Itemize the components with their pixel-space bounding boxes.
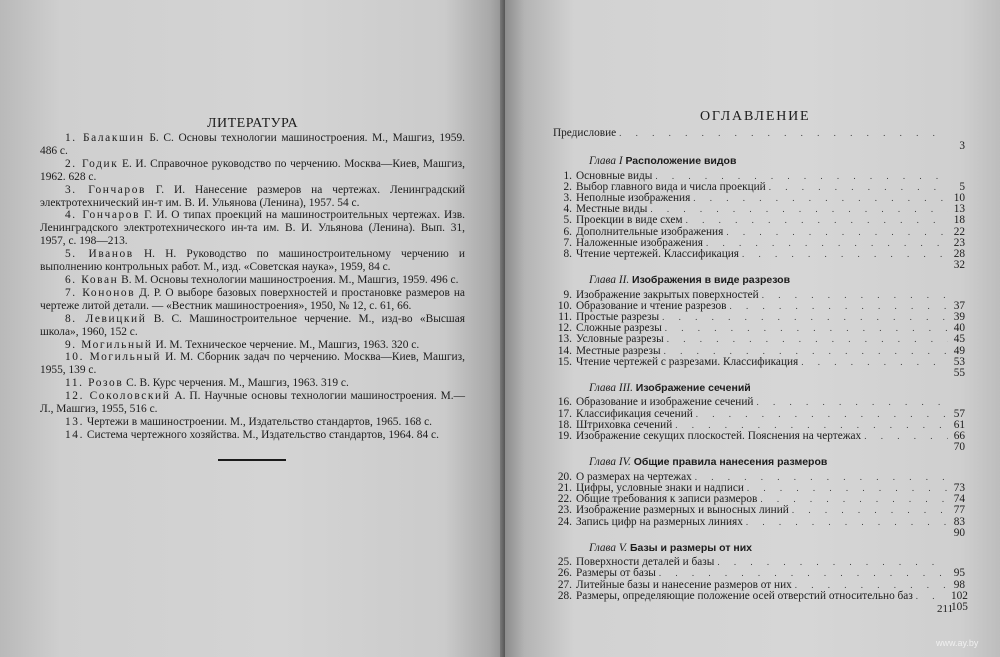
reference-text: Е. И. Справочное руководство по черчению. Москва—Киев, Машгиз, 1962. 628 с. [40,157,465,183]
toc-entry-number: 27. [557,578,572,591]
toc-entry-number: 9. [563,288,572,301]
chapter-heading [553,275,965,286]
dot-leader [801,357,948,368]
reference-author: 3. Гончаров [65,183,146,196]
dot-leader [696,409,948,420]
reference-author: 9. Могильный [65,338,153,351]
toc-entry-title: Дополнительные изображения [576,225,724,238]
reference-item [40,416,465,429]
toc-entry-title: Предисловие [553,127,617,139]
dot-leader [916,591,948,602]
reference-text: Система чертежного хозяйства. М., Издательство стандартов, 1964. 84 с. [84,428,439,441]
toc-entry-title: О размерах на чертежах [576,470,692,483]
toc-entry-number: 5. [563,214,572,227]
dot-leader [746,517,948,528]
toc-entry-number: 11. [558,311,572,324]
toc-page-number: 49 [953,344,965,357]
reference-item [40,184,465,210]
reference-author: 12. Соколовский [65,390,171,403]
reference-author: 5. Иванов [65,248,134,261]
reference-item [40,429,465,442]
toc-entry-number: 22. [557,493,572,506]
reference-author: 14. [65,428,85,441]
toc-page-number: 95 [953,567,965,580]
toc-entry-title: Поверхности деталей и базы [576,556,715,569]
dot-leader [769,182,948,193]
toc-entry-number: 26. [557,567,572,580]
dot-leader [686,215,948,226]
toc-page-number: 55 [953,367,965,380]
toc-entry-title: Классификация сечений [576,407,693,420]
toc-entry-title: Чтение чертежей с разрезами. Классификация [576,355,799,368]
toc-entry-number: 19. [557,430,572,443]
toc-entry-title: Образование и изображение сечений [576,396,754,409]
toc-entry-title: Общие требования к записи размеров [576,493,758,506]
toc-page-number: 73 [953,481,965,494]
end-rule [218,459,286,461]
toc-page-number: 28 [953,248,965,261]
chapter-title: Изображение сечений [635,382,751,395]
dot-leader [619,128,948,139]
reference-item [40,313,465,339]
references-list [40,132,465,442]
toc-entry-number: 28. [557,589,572,602]
toc-entry-title: Проекции в виде схем [576,214,683,227]
toc-entry-number: 1. [563,169,572,182]
reference-text: И. М. Сборник задач по черчению. Москва—Киев, Машгиз, 1955, 139 с. [40,351,465,377]
toc-page-number: 53 [953,355,965,368]
toc-entry-number: 13. [557,333,572,346]
literature-title: ЛИТЕРАТУРА [207,116,299,131]
reference-item [40,158,465,184]
toc-page-number: 105 [951,600,968,613]
toc-entry-title: Размеры от базы [576,567,656,580]
toc-page-number: 10 [953,192,965,205]
toc-page-number: 13 [953,203,965,216]
toc-page-number: 23 [953,236,965,249]
reference-text: С. В. Курс черчения. М., Машгиз, 1963. 319 с. [123,377,349,390]
toc-entry-title: Основные виды [576,169,653,182]
reference-text: В. М. Основы технологии машиностроения. М., Машгиз, 1959. 496 с. [118,273,459,286]
toc-entry-title: Чтение чертежей. Классификация [576,248,739,261]
table-of-contents [553,127,968,613]
toc-entry-number: 2. [563,180,572,193]
toc-page-number: 74 [953,493,965,506]
reference-author: 4. Гончаров [65,209,141,222]
toc-entry [553,334,965,345]
toc-entry-title: Простые разрезы [576,311,660,324]
chapter-title: Общие правила нанесения размеров [633,456,828,469]
toc-entry-number: 3. [563,192,572,205]
toc-entry-number: 18. [557,418,572,431]
toc-page-number: 39 [953,311,965,324]
reference-author: 10. Могильный [65,351,162,364]
chapter-label: Глава V. [589,541,628,554]
toc-entry-number: 16. [557,396,572,409]
toc-entry-number: 12. [557,322,572,335]
chapter-label: Глава I [589,155,623,168]
chapter-heading [553,156,965,167]
toc-entry-title: Изображение секущих плоскостей. Пояснения на чертежах [576,430,862,443]
watermark-text: www.ay.by [936,638,979,648]
reference-item [40,390,465,416]
toc-entry [553,357,965,368]
dot-leader [706,238,948,249]
toc-entry [553,249,965,260]
toc-page-number: 61 [953,418,965,431]
reference-item [40,274,465,287]
dot-leader [792,505,948,516]
dot-leader [665,323,948,334]
toc-entry-number: 4. [563,203,572,216]
dot-leader [729,301,948,312]
page-number: 211 [937,603,954,615]
reference-item [40,209,465,248]
toc-entry-number: 7. [563,236,572,249]
toc-entry [553,589,968,602]
toc-entry-title: Цифры, условные знаки и надписи [576,481,744,494]
dot-leader [756,397,948,408]
dot-leader [662,312,948,323]
toc-entry-number: 21. [557,481,572,494]
toc-page-number: 40 [953,322,965,335]
reference-author: 13. [65,415,85,428]
dot-leader [717,557,948,568]
contents-title: ОГЛАВЛЕНИЕ [700,109,811,124]
chapter-heading [553,457,965,468]
toc-entry-number: 15. [557,355,572,368]
reference-author: 1. Балакшин [65,132,145,144]
toc-entry-number: 23. [557,504,572,517]
dot-leader [762,290,948,301]
toc-entry-title: Запись цифр на размерных линиях [576,515,743,528]
toc-entry-title: Сложные разрезы [576,322,662,335]
chapter-heading [553,543,965,554]
reference-author: 7. Кононов [65,286,136,299]
dot-leader [659,568,948,579]
toc-entry [553,397,965,408]
toc-page-number: 57 [953,407,965,420]
toc-entry-title: Неполные изображения [576,192,691,205]
reference-item [40,287,465,313]
chapter-title: Базы и размеры от них [629,541,753,554]
toc-page-number: 77 [953,504,965,517]
toc-page-number: 83 [953,515,965,528]
reference-text: Чертежи в машиностроении. М., Издательство стандартов, 1965. 168 с. [84,415,433,428]
toc-page-number: 90 [953,526,965,539]
toc-page-number: 37 [953,299,965,312]
toc-page-number: 5 [959,180,965,193]
reference-text: Г. И. Нанесение размеров на чертежах. Ленинградский электротехнический ин-т им. В. И. Ульянова (Ленина), 1957. 54 с. [40,183,465,209]
chapter-title: Расположение видов [625,155,737,168]
toc-entry-title: Местные виды [576,203,648,216]
reference-text: Н. Н. Руководство по машиностроительному черчению и выполнению контрольных работ. М., изд. «Советская наука», 1959, 84 с. [40,248,465,274]
toc-entry-title: Штриховка сечений [576,418,673,431]
reference-text: Д. Р. О выборе базовых поверхностей и простановке размеров на чертеже литой детали. — «Вестник машиностроения», 1950, № 12, с. 61, 66. [40,286,465,312]
toc-entry-title: Образование и чтение разрезов [576,299,727,312]
toc-page-number: 70 [953,441,965,454]
toc-entry-title: Литейные базы и нанесение размеров от них [576,578,792,591]
toc-page-number: 66 [953,430,965,443]
reference-author: 8. Левицкий [65,312,147,325]
reference-text: А. П. Научные основы технологии машиностроения. М.—Л., Машгиз, 1955, 516 с. [40,390,465,416]
reference-author: 2. Годик [65,157,119,170]
reference-item [40,339,465,352]
toc-entry-title: Выбор главного вида и числа проекций [576,180,766,193]
toc-page-number: 98 [953,578,965,591]
toc-entry [553,568,965,579]
toc-entry [553,517,965,528]
toc-entry [553,431,965,442]
toc-entry [553,215,965,226]
reference-item [40,351,465,377]
dot-leader [864,431,948,442]
toc-entry-number: 14. [557,344,572,357]
chapter-label: Глава II. [589,274,630,287]
toc-page-number: 45 [953,333,965,346]
dot-leader [747,483,948,494]
reference-text: Г. И. О типах проекций на машиностроительных чертежах. Изв. Ленинградского электротехнического ин-та им. В. И. Ульянова (Ленина). Вып. 31, 1957, с. 198—213. [40,209,466,248]
toc-entry-title: Условные разрезы [576,333,664,346]
dot-leader [693,193,948,204]
toc-entry-number: 6. [563,225,572,238]
toc-entry-title: Изображение закрытых поверхностей [576,288,759,301]
chapter-title: Изображения в виде разрезов [632,274,791,287]
toc-entry-number: 8. [563,248,572,261]
toc-entry-number: 10. [557,299,572,312]
toc-entry-title: Размеры, определяющие положение осей отверстий относительно баз [576,589,913,602]
reference-item [40,248,465,274]
chapter-label: Глава III. [589,382,633,395]
chapter-heading [553,383,965,394]
reference-item [40,377,465,390]
toc-entry [553,505,965,516]
reference-author: 11. Розов [65,377,124,390]
toc-entry-number: 20. [557,470,572,483]
reference-author: 6. Кован [65,273,119,286]
toc-entry-number: 25. [557,556,572,569]
toc-page-number: 32 [953,259,965,272]
toc-page-number: 102 [951,589,968,602]
toc-entry-number: 24. [557,515,572,528]
reference-item [40,132,465,158]
dot-leader [667,334,948,345]
toc-entry-title: Наложенные изображения [576,236,703,249]
toc-entry-number: 17. [557,407,572,420]
reference-text: И. М. Техническое черчение. М., Машгиз, 1963. 320 с. [152,338,420,351]
toc-entry-title: Местные разрезы [576,344,661,357]
toc-page-number: 18 [953,214,965,227]
toc-preface [553,128,965,139]
reference-text: В. С. Машиностроительное черчение. М., изд-во «Высшая школа», 1960, 152 с. [40,312,465,338]
dot-leader [650,204,948,215]
toc-page-number: 3 [959,140,965,153]
toc-page-number: 22 [953,225,965,238]
toc-entry-title: Изображение размерных и выносных линий [576,504,789,517]
dot-leader [726,227,948,238]
chapter-label: Глава IV. [589,456,631,469]
dot-leader [742,249,948,260]
reference-text: Б. С. Основы технологии машиностроения. М., Машгиз, 1959. 486 с. [40,132,465,157]
